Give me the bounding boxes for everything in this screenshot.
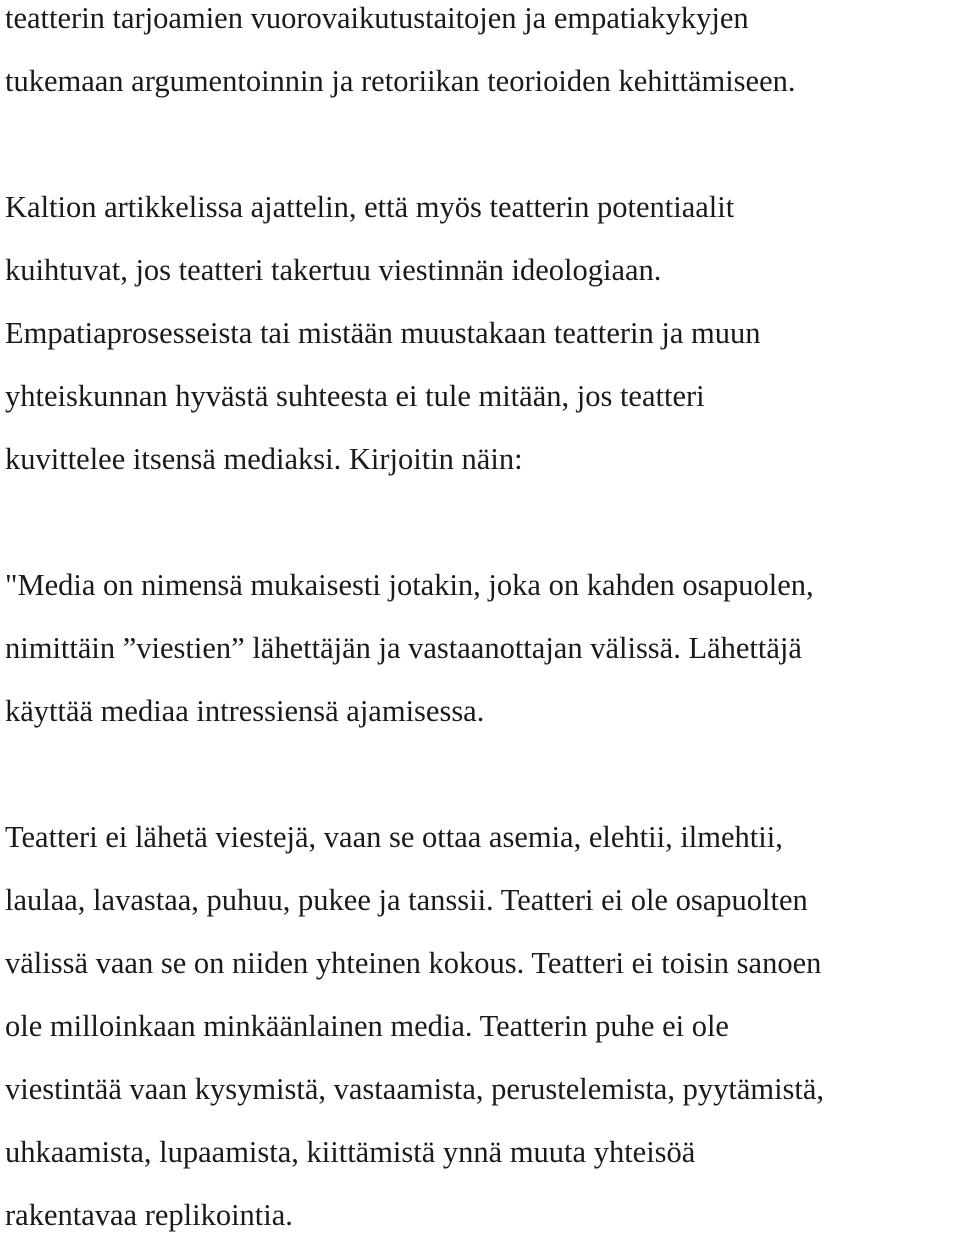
text-line: teatterin tarjoamien vuorovaikutustaitojen ja empatiakykyjen — [5, 1, 749, 35]
text-line: uhkaamista, lupaamista, kiittämistä ynnä muuta yhteisöä — [5, 1135, 696, 1169]
text-line: viestintää vaan kysymistä, vastaamista, perustelemista, pyytämistä, — [5, 1072, 825, 1106]
text-line: kuihtuvat, jos teatteri takertuu viestinnän ideologiaan. — [5, 253, 662, 287]
text-line: käyttää mediaa intressiensä ajamisessa. — [5, 694, 485, 728]
text-line: tukemaan argumentoinnin ja retoriikan teorioiden kehittämiseen. — [5, 64, 796, 98]
text-line: kuvittelee itsensä mediaksi. Kirjoitin näin: — [5, 442, 523, 476]
text-line: nimittäin ”viestien” lähettäjän ja vastaanottajan välissä. Lähettäjä — [5, 631, 802, 665]
text-line: Empatiaprosesseista tai mistään muustakaan teatterin ja muun — [5, 316, 761, 350]
text-line: välissä vaan se on niiden yhteinen kokous. Teatteri ei toisin sanoen — [5, 946, 822, 980]
paragraph-gap — [5, 113, 960, 176]
text-line: rakentavaa replikointia. — [5, 1198, 293, 1232]
paragraph-gap — [5, 491, 960, 554]
text-line: yhteiskunnan hyvästä suhteesta ei tule mitään, jos teatteri — [5, 379, 705, 413]
text-line: laulaa, lavastaa, puhuu, pukee ja tanssii. Teatteri ei ole osapuolten — [5, 883, 808, 917]
text-line: Kaltion artikkelissa ajattelin, että myös teatterin potentiaalit — [5, 190, 735, 224]
paragraph-gap — [5, 743, 960, 806]
text-line: ole milloinkaan minkäänlainen media. Teatterin puhe ei ole — [5, 1009, 729, 1043]
text-line: "Media on nimensä mukaisesti jotakin, joka on kahden osapuolen, — [5, 568, 814, 602]
text-line: Teatteri ei lähetä viestejä, vaan se ottaa asemia, elehtii, ilmehtii, — [5, 820, 783, 854]
